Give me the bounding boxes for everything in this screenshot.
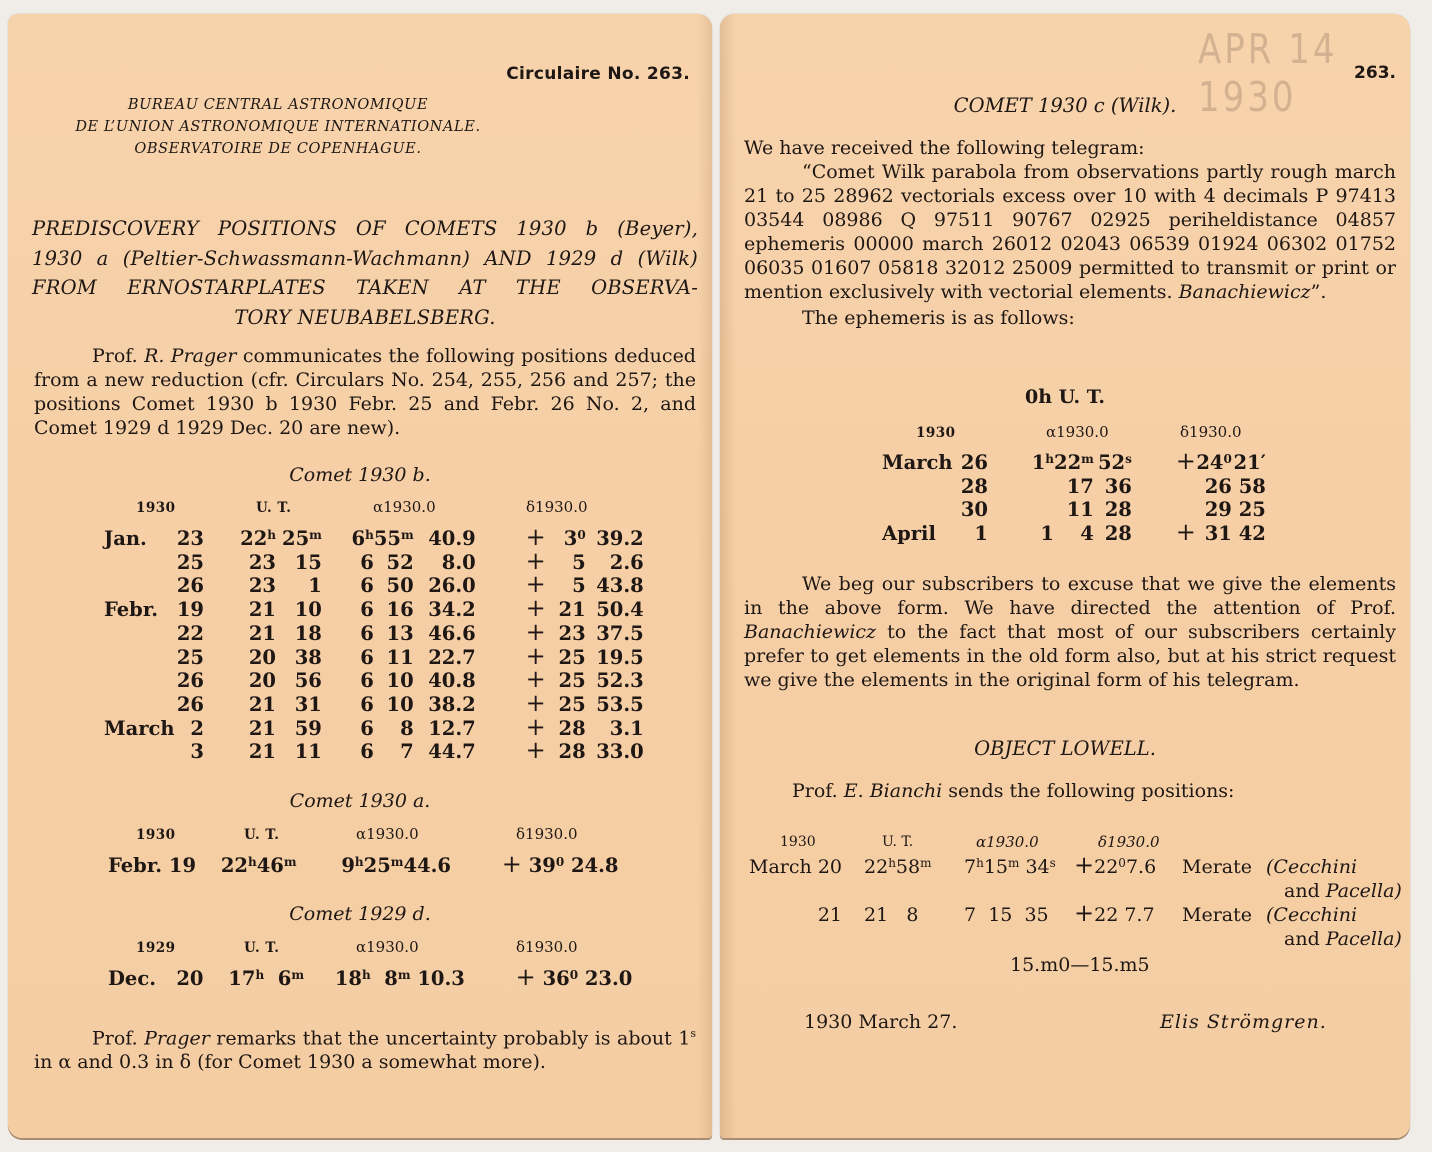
ra-hours: 6 bbox=[360, 621, 374, 645]
table-row bbox=[882, 522, 1266, 546]
dec-sign: + bbox=[525, 594, 546, 623]
dec-minutes: 50.4 bbox=[596, 598, 644, 622]
month bbox=[104, 693, 176, 717]
closing-paragraph: Prof. Prager remarks that the uncertainty probably is about 1$^s$ in α and 0.3 in δ (for Comet 1930 a somewhat more). bbox=[34, 1027, 696, 1074]
ra-seconds: 46.6 bbox=[428, 621, 476, 645]
observatory: Merate bbox=[1182, 904, 1252, 926]
spine-shadow bbox=[698, 14, 712, 1138]
col-header-delta: δ1930.0 bbox=[1098, 833, 1160, 851]
dec-sign: + bbox=[525, 712, 546, 741]
col-header-alpha: α1930.0 bbox=[976, 833, 1039, 851]
dec-sign: + bbox=[1175, 518, 1196, 547]
telegram-text: “Comet Wilk parabola from observations partly rough march 21 to 25 28962 vectorials excess over 10 with 4 decimals P 97413 03544 08986 Q 97511 90767 02925 periheldistance 04857 ephemeris 00000 march 26012 02043 06539 01924 06302 01752 06035 01607 05818 32012 25009 permitted to transmit or print or mention exclusively with vectorial elements. Banachiewicz”. bbox=[744, 161, 1396, 303]
ut: 22$^h$46$^m$ bbox=[220, 854, 297, 877]
ra-minutes: 7 bbox=[400, 740, 414, 764]
comet-1930a-row bbox=[108, 850, 619, 878]
author-name: R. Prager bbox=[144, 345, 237, 367]
intro-prefix: Prof. bbox=[92, 345, 145, 367]
observer: and Pacella) bbox=[1284, 928, 1402, 950]
object-lowell-title: OBJECT LOWELL. bbox=[974, 737, 1156, 760]
comet-1930a-title: Comet 1930 a. bbox=[289, 790, 431, 812]
dec-minutes: 39.2 bbox=[596, 527, 644, 550]
ut-minutes: 11 bbox=[294, 740, 322, 764]
col-header-date: 1930 bbox=[916, 425, 956, 441]
title-line: FROM ERNOSTARPLATES TAKEN AT THE OBSERVA- bbox=[32, 276, 698, 299]
ut-minutes: 25$^m$ bbox=[282, 527, 322, 550]
ut-hours: 21 bbox=[248, 621, 276, 645]
ra-seconds: 26.0 bbox=[428, 574, 476, 598]
declination: $+22^07.6$ bbox=[1074, 851, 1157, 879]
dec-sign bbox=[1132, 475, 1196, 499]
right-ascension: 7$^h$15$^m$ 34$^s$ bbox=[964, 856, 1056, 878]
observer: (Cecchini bbox=[1266, 904, 1358, 926]
ut-minutes: 59 bbox=[294, 716, 322, 740]
dec-minutes: 52.3 bbox=[596, 669, 644, 693]
col-header-alpha: α1930.0 bbox=[373, 498, 436, 516]
dec-degrees: $24^0$ bbox=[1196, 451, 1232, 474]
dec-sign: + bbox=[1175, 447, 1196, 475]
ra-hours: 6 bbox=[360, 645, 374, 669]
telegram-intro: We have received the following telegram: bbox=[744, 137, 1145, 159]
table-row bbox=[104, 551, 644, 575]
day: 19 bbox=[176, 598, 204, 622]
ra-seconds: 44.7 bbox=[428, 740, 476, 764]
col-header-ut: U. T. bbox=[256, 500, 292, 516]
bianchi-intro: Prof. E. Bianchi sends the following positions: bbox=[792, 780, 1235, 802]
intro-paragraph bbox=[34, 344, 696, 440]
observer: (Cecchini bbox=[1266, 856, 1358, 878]
ra-hours: 6 bbox=[360, 574, 374, 598]
signature: Elis Strömgren. bbox=[1160, 1011, 1327, 1033]
ephemeris-time-label: 0h U. T. bbox=[1024, 386, 1105, 408]
author-name: Prager bbox=[144, 1027, 210, 1050]
ut-hours: 21 bbox=[248, 740, 276, 764]
col-header-alpha: α1930.0 bbox=[1046, 423, 1109, 441]
month: March bbox=[104, 716, 175, 740]
ra-seconds: 38.2 bbox=[428, 692, 476, 716]
ra-hours: 6$^h$ bbox=[351, 527, 374, 550]
ra-minutes: 52 bbox=[386, 550, 414, 574]
table-row bbox=[104, 669, 644, 693]
ra-minutes: 55$^m$ bbox=[373, 527, 414, 550]
table-row bbox=[104, 598, 644, 622]
ra-seconds: 8.0 bbox=[441, 550, 476, 574]
ra-hours bbox=[988, 498, 1054, 522]
month: Dec. bbox=[108, 967, 156, 990]
col-header-delta: δ1930.0 bbox=[516, 938, 578, 956]
dec-sign: + bbox=[525, 617, 546, 646]
day: 2 bbox=[190, 716, 204, 740]
date: March 20 bbox=[749, 856, 842, 878]
main-title bbox=[32, 214, 698, 332]
ra-hours: 6 bbox=[360, 598, 374, 622]
dec-sign: + bbox=[525, 523, 546, 551]
ut: 22$^h$58$^m$ bbox=[864, 856, 932, 878]
month bbox=[104, 574, 176, 598]
dec-degrees: $3^0$ bbox=[563, 527, 586, 550]
col-header-date: 1929 bbox=[136, 940, 176, 956]
ut-hours: 20 bbox=[248, 669, 276, 693]
ra-hours: 6 bbox=[360, 550, 374, 574]
table-row bbox=[104, 622, 644, 646]
left-page bbox=[8, 14, 712, 1138]
dec-degrees: 5 bbox=[572, 550, 586, 574]
dec-degrees: 5 bbox=[572, 574, 586, 598]
dec-minutes: 53.5 bbox=[596, 692, 644, 716]
table-row bbox=[744, 899, 1404, 952]
ra-seconds: 40.8 bbox=[428, 669, 476, 693]
right-ascension: 18$^h$ 8$^m$ 10.3 bbox=[334, 967, 465, 990]
ra-hours: 6 bbox=[360, 740, 374, 764]
col-header-ut: U. T. bbox=[244, 940, 280, 956]
dec-degrees: 23 bbox=[558, 621, 586, 645]
ut-minutes: 15 bbox=[294, 550, 322, 574]
ut-minutes: 10 bbox=[294, 598, 322, 622]
ra-minutes: 50 bbox=[386, 574, 414, 598]
ra-seconds: 22.7 bbox=[428, 645, 476, 669]
table-row bbox=[882, 475, 1266, 499]
dec-minutes: 2.6 bbox=[609, 550, 644, 574]
day: 3 bbox=[190, 740, 204, 764]
dec-degrees: 26 bbox=[1204, 474, 1232, 498]
magnitude-range: 15.m0—15.m5 bbox=[1010, 954, 1150, 976]
ra-seconds: 36 bbox=[1104, 474, 1132, 498]
dec-degrees: 31 bbox=[1204, 522, 1232, 546]
ra-minutes: 10 bbox=[386, 692, 414, 716]
month bbox=[104, 646, 176, 670]
month bbox=[882, 475, 958, 499]
dec-minutes: 25 bbox=[1238, 498, 1266, 522]
declination: +22 7.7 bbox=[1074, 899, 1155, 927]
dec-minutes: 21′ bbox=[1233, 451, 1266, 474]
apology-paragraph: We beg our subscribers to excuse that we give the elements in the above form. We have directed the attention of Prof. Banachiewicz to the fact that most of our subscribers certainly prefer to get elements in the old form also, but at his strict request we give the elements in the original form of his telegram. bbox=[744, 573, 1396, 691]
ra-minutes: 4 bbox=[1080, 522, 1094, 546]
date: 21 bbox=[817, 904, 842, 926]
spine-shadow bbox=[720, 14, 736, 1138]
ra-seconds: 28 bbox=[1104, 498, 1132, 522]
observatory: Merate bbox=[1182, 856, 1252, 878]
table-row bbox=[104, 527, 644, 551]
dec-minutes: 3.1 bbox=[609, 716, 644, 740]
ra-seconds: 52$^s$ bbox=[1097, 451, 1132, 474]
circular-number: Circulaire No. 263. bbox=[506, 64, 690, 84]
ra-seconds: 28 bbox=[1104, 522, 1132, 546]
day: 26 bbox=[960, 451, 988, 474]
col-header-date: 1930 bbox=[136, 827, 176, 843]
table-row bbox=[104, 646, 644, 670]
month bbox=[104, 551, 176, 575]
ut: 17$^h$ 6$^m$ bbox=[228, 967, 305, 990]
month: Febr. bbox=[108, 854, 163, 877]
ut-minutes: 56 bbox=[294, 669, 322, 693]
ra-seconds: 12.7 bbox=[428, 716, 476, 740]
col-header-ut: U. T. bbox=[882, 834, 914, 850]
col-header-alpha: α1930.0 bbox=[356, 938, 419, 956]
ut-minutes: 38 bbox=[294, 645, 322, 669]
day: 22 bbox=[176, 621, 204, 645]
col-header-date: 1930 bbox=[780, 834, 816, 850]
dec-sign: + bbox=[525, 688, 546, 717]
table-row bbox=[104, 574, 644, 598]
day: 28 bbox=[960, 474, 988, 498]
dec-sign: + bbox=[525, 736, 546, 765]
bureau-line: OBSERVATOIRE DE COPENHAGUE. bbox=[134, 141, 422, 157]
table-row bbox=[744, 851, 1404, 904]
ra-minutes: 10 bbox=[386, 669, 414, 693]
received-date-stamp: APR 14 1930 bbox=[1198, 26, 1338, 122]
right-ascension: 7 15 35 bbox=[964, 904, 1049, 926]
ut-hours: 21 bbox=[248, 598, 276, 622]
page-number: 263. bbox=[1354, 63, 1396, 83]
ra-minutes: 8 bbox=[400, 716, 414, 740]
dec-minutes: 42 bbox=[1238, 522, 1266, 546]
col-header-delta: δ1930.0 bbox=[1180, 423, 1242, 441]
comet-1930b-title: Comet 1930 b. bbox=[289, 464, 431, 486]
ut-hours: 22$^h$ bbox=[240, 527, 276, 550]
title-line: TORY NEUBABELSBERG. bbox=[234, 305, 496, 329]
dec-sign: + bbox=[525, 641, 546, 670]
observer: and Pacella) bbox=[1284, 880, 1402, 902]
dec-degrees: 28 bbox=[558, 716, 586, 740]
month bbox=[104, 622, 176, 646]
declination: + $39^0$ 24.8 bbox=[501, 850, 619, 878]
bureau-header bbox=[38, 94, 518, 160]
ra-minutes: 11 bbox=[386, 645, 414, 669]
right-ascension: 9$^h$25$^m$44.6 bbox=[341, 854, 451, 877]
ra-hours: 6 bbox=[360, 669, 374, 693]
day: 26 bbox=[176, 692, 204, 716]
ra-seconds: 34.2 bbox=[428, 598, 476, 622]
day: 1 bbox=[974, 522, 988, 546]
month bbox=[104, 669, 176, 693]
ut: 21 8 bbox=[864, 904, 919, 926]
ut-hours: 20 bbox=[248, 645, 276, 669]
ut-minutes: 1 bbox=[308, 574, 322, 598]
ut-minutes: 18 bbox=[294, 621, 322, 645]
day: 25 bbox=[176, 550, 204, 574]
day: 23 bbox=[176, 527, 204, 550]
ra-minutes: 22$^m$ bbox=[1054, 451, 1094, 474]
dec-sign: + bbox=[525, 570, 546, 599]
month: Jan. bbox=[104, 527, 147, 550]
month: April bbox=[882, 522, 936, 546]
month bbox=[104, 740, 176, 764]
ra-hours bbox=[988, 475, 1054, 499]
ut-hours: 23 bbox=[248, 574, 276, 598]
ut-hours: 21 bbox=[248, 716, 276, 740]
comet-1930c-title: COMET 1930 c (Wilk). bbox=[953, 94, 1177, 117]
ra-hours: 1 bbox=[1040, 522, 1054, 546]
day: 30 bbox=[960, 498, 988, 522]
declination: + $36^0$ 23.0 bbox=[515, 963, 633, 991]
ra-minutes: 17 bbox=[1066, 474, 1094, 498]
month bbox=[882, 498, 958, 522]
ra-hours: 1$^h$ bbox=[1031, 451, 1054, 474]
col-header-alpha: α1930.0 bbox=[356, 825, 419, 843]
ephemeris-table bbox=[882, 447, 1266, 547]
ut-hours: 21 bbox=[248, 692, 276, 716]
intro-text: communicates the following positions deduced from a new reduction (cfr. Circulars No. 254, 255, 256 and 257; the positions Comet 1930 b 1930 Febr. 25 and Febr. 26 No. 2, and Comet 1929 d 1929 Dec. 20 are new). bbox=[34, 345, 696, 439]
title-line: 1930 a (Peltier-Schwassmann-Wachmann) AND 1929 d (Wilk) bbox=[32, 246, 698, 270]
ra-minutes: 16 bbox=[386, 598, 414, 622]
ra-hours: 6 bbox=[360, 692, 374, 716]
comet-1930b-table bbox=[104, 523, 644, 765]
col-header-delta: δ1930.0 bbox=[526, 498, 588, 516]
col-header-date: 1930 bbox=[136, 500, 176, 516]
day: 26 bbox=[176, 669, 204, 693]
dec-degrees: 25 bbox=[558, 669, 586, 693]
ut-minutes: 31 bbox=[294, 692, 322, 716]
wilk-section bbox=[744, 136, 1396, 330]
dec-minutes: 37.5 bbox=[596, 621, 644, 645]
dec-minutes: 19.5 bbox=[596, 645, 644, 669]
comet-1929d-title: Comet 1929 d. bbox=[289, 903, 431, 925]
title-line: PREDISCOVERY POSITIONS OF COMETS 1930 b (Beyer), bbox=[32, 217, 698, 240]
ra-seconds: 40.9 bbox=[428, 527, 476, 550]
dec-minutes: 58 bbox=[1238, 474, 1266, 498]
comet-1929d-row bbox=[108, 963, 633, 991]
day: 25 bbox=[176, 645, 204, 669]
col-header-ut: U. T. bbox=[244, 827, 280, 843]
month: March bbox=[882, 451, 953, 474]
dec-sign: + bbox=[525, 546, 546, 575]
dec-sign: + bbox=[525, 665, 546, 694]
ut-hours: 23 bbox=[248, 550, 276, 574]
right-page bbox=[720, 14, 1410, 1138]
ephemeris-intro: The ephemeris is as follows: bbox=[802, 307, 1075, 329]
day: 19 bbox=[168, 854, 197, 877]
dec-minutes: 43.8 bbox=[596, 574, 644, 598]
ra-hours: 6 bbox=[360, 716, 374, 740]
table-row bbox=[104, 717, 644, 741]
table-row bbox=[104, 740, 644, 764]
date-line: 1930 March 27. bbox=[804, 1011, 958, 1033]
dec-degrees: 25 bbox=[558, 692, 586, 716]
dec-minutes: 33.0 bbox=[596, 740, 644, 764]
bureau-line: BUREAU CENTRAL ASTRONOMIQUE bbox=[127, 97, 429, 113]
col-header-delta: δ1930.0 bbox=[516, 825, 578, 843]
dec-degrees: 25 bbox=[558, 645, 586, 669]
ra-minutes: 11 bbox=[1066, 498, 1094, 522]
table-row bbox=[104, 693, 644, 717]
table-row bbox=[882, 451, 1266, 475]
day: 20 bbox=[176, 967, 204, 990]
dec-degrees: 29 bbox=[1204, 498, 1232, 522]
dec-degrees: 28 bbox=[558, 740, 586, 764]
bureau-line: DE L’UNION ASTRONOMIQUE INTERNATIONALE. bbox=[75, 119, 481, 135]
dec-degrees: 21 bbox=[558, 598, 586, 622]
table-row bbox=[882, 498, 1266, 522]
month: Febr. bbox=[104, 598, 159, 622]
day: 26 bbox=[176, 574, 204, 598]
ra-minutes: 13 bbox=[386, 621, 414, 645]
